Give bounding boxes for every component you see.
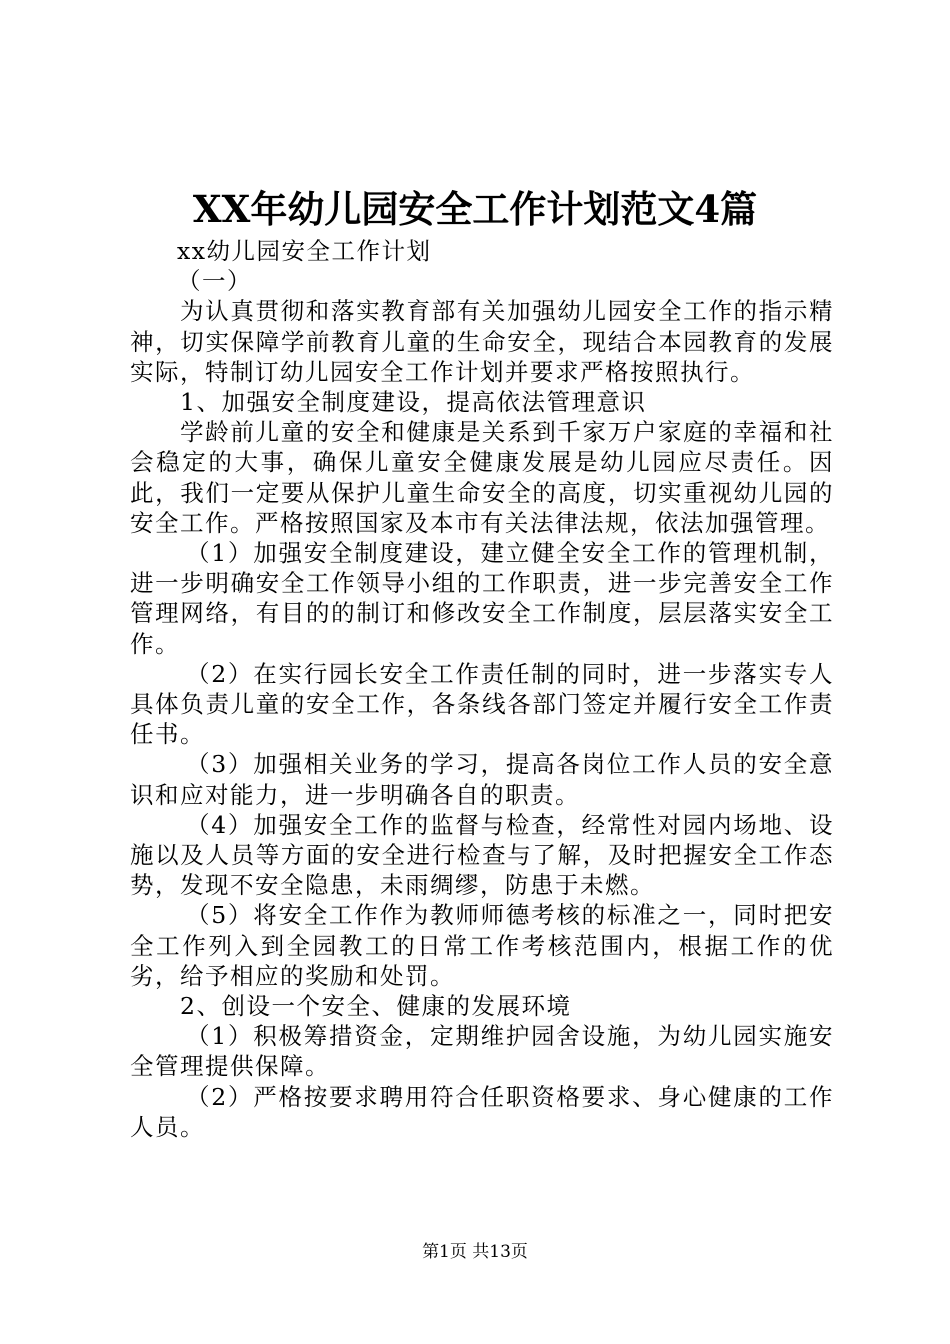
paragraph-item-1: （1）加强安全制度建设，建立健全安全工作的管理机制，进一步明确安全工作领导小组的工作职责，进一步完善安全工作管理网络，有目的的制订和修改安全工作制度，层层落实安全工作。 — [130, 539, 834, 658]
heading-section-2: 2、创设一个安全、健康的发展环境 — [180, 992, 572, 1021]
paragraph-item-4: （4）加强安全工作的监督与检查，经常性对园内场地、设施以及人员等方面的安全进行检查与了解，及时把握安全工作态势，发现不安全隐患，未雨绸缪，防患于未燃。 — [130, 810, 834, 900]
paragraph-item-2: （2）在实行园长安全工作责任制的同时，进一步落实专人具体负责儿童的安全工作，各条线各部门签定并履行安全工作责任书。 — [130, 659, 834, 749]
paragraph-section-2-item-1: （1）积极筹措资金，定期维护园舍设施，为幼儿园实施安全管理提供保障。 — [130, 1022, 834, 1081]
document-body — [130, 236, 834, 1142]
paragraph-section-2-item-2: （2）严格按要求聘用符合任职资格要求、身心健康的工作人员。 — [130, 1082, 834, 1141]
paragraph-section-1-body: 学龄前儿童的安全和健康是关系到千家万户家庭的幸福和社会稳定的大事，确保儿童安全健康发展是幼儿园应尽责任。因此，我们一定要从保护儿童生命安全的高度，切实重视幼儿园的安全工作。严格按照国家及本市有关法律法规，依法加强管理。 — [130, 418, 834, 537]
page-footer: 第1页 共13页 — [422, 1242, 528, 1262]
paragraph-section-number: （一） — [177, 267, 252, 296]
paragraph-subtitle: xx幼儿园安全工作计划 — [177, 237, 432, 265]
heading-section-1: 1、加强安全制度建设，提高依法管理意识 — [180, 388, 647, 417]
paragraph-intro: 为认真贯彻和落实教育部有关加强幼儿园安全工作的指示精神，切实保障学前教育儿童的生命安全，现结合本园教育的发展实际，特制订幼儿园安全工作计划并要求严格按照执行。 — [130, 297, 834, 386]
paragraph-item-5: （5）将安全工作作为教师师德考核的标准之一，同时把安全工作列入到全园教工的日常工作考核范围内，根据工作的优劣，给予相应的奖励和处罚。 — [130, 901, 834, 990]
document-title: XX年幼儿园安全工作计划范文4篇 — [192, 187, 758, 231]
paragraph-item-3: （3）加强相关业务的学习，提高各岗位工作人员的安全意识和应对能力，进一步明确各自的职责。 — [130, 750, 834, 809]
